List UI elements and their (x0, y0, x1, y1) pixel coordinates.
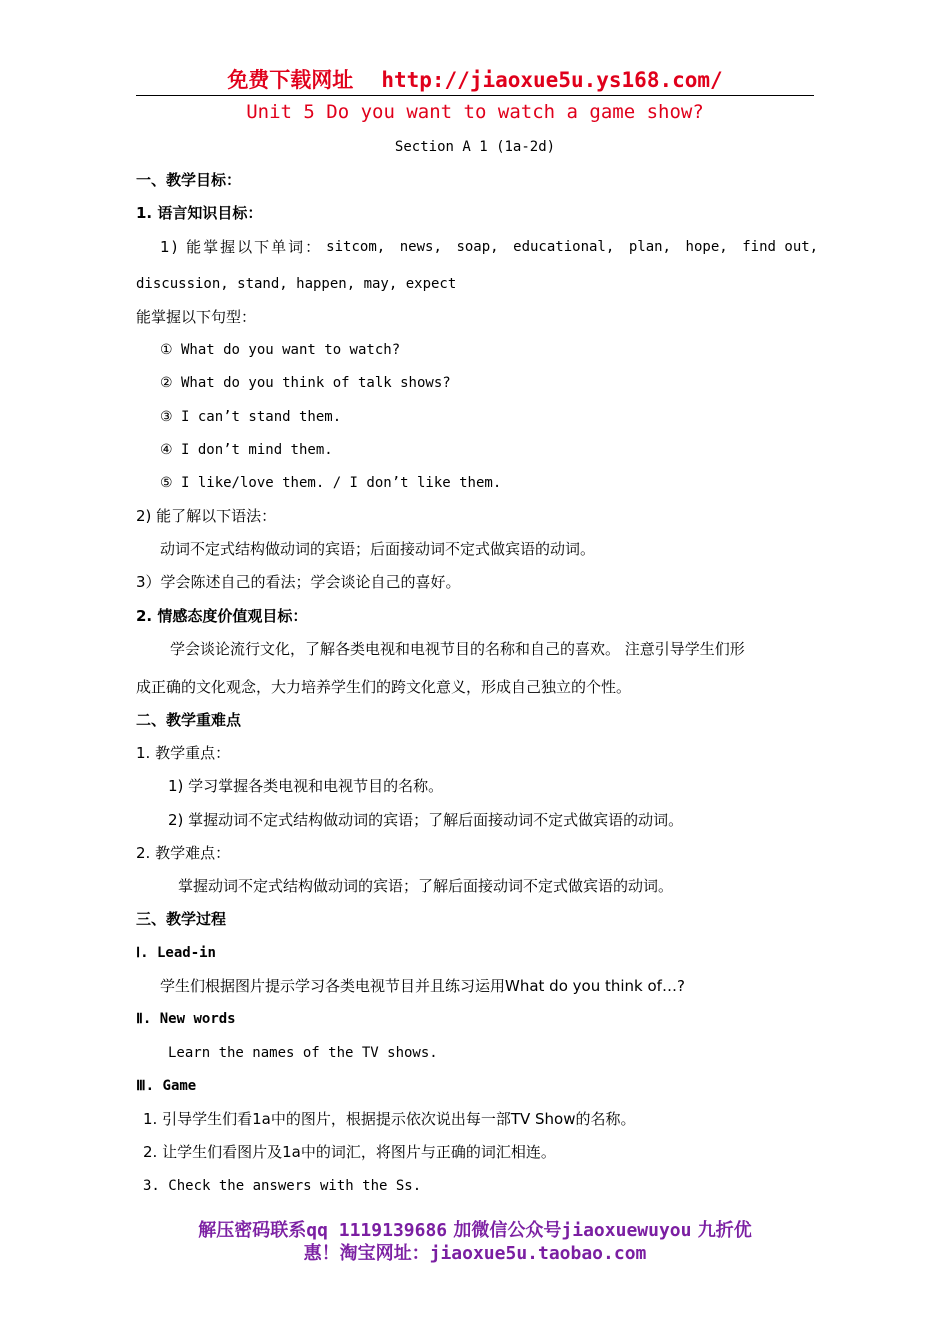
download-header (0, 66, 950, 94)
game-item: 3. Check the answers with the Ss. (143, 1178, 422, 1194)
key-point-item: 2) 掌握动词不定式结构做动词的宾语；了解后面接动词不定式做宾语的动词。 (168, 811, 684, 829)
section-heading-keypoints: 二、教学重难点 (136, 711, 242, 729)
footer-shop-label: 惠！淘宝网址： (303, 1243, 430, 1264)
footer-wechat-id: jiaoxuewuyou (561, 1220, 692, 1241)
footer-line-1 (0, 1219, 950, 1243)
key-point-item: 1) 学习掌握各类电视和电视节目的名称。 (168, 777, 444, 795)
goal-emotion-heading: 2. 情感态度价值观目标： (136, 607, 308, 625)
footer-shop-link[interactable]: jiaoxue5u.taobao.com (429, 1243, 647, 1264)
word: find out, (742, 239, 819, 255)
header-divider (136, 95, 814, 96)
game-item: 2. 让学生们看图片及1a中的词汇，将图片与正确的词汇相连。 (143, 1143, 556, 1161)
step-newwords-heading: Ⅱ. New words (136, 1011, 236, 1027)
word: plan, (628, 239, 671, 255)
download-label: 免费下载网址 (227, 68, 354, 92)
step-leadin-heading: Ⅰ. Lead-in (136, 945, 216, 961)
section-heading-goals: 一、教学目标： (136, 171, 242, 189)
footer-password-label: 解压密码联系 (198, 1220, 307, 1241)
step-leadin-text: 学生们根据图片提示学习各类电视节目并且练习运用What do you think of…? (160, 977, 685, 995)
grammar-text: 动词不定式结构做动词的宾语；后面接动词不定式做宾语的动词。 (160, 540, 596, 558)
word: educational, (513, 239, 615, 255)
words-line-2: discussion, stand, happen, may, expect (136, 276, 457, 292)
footer-qq: qq 1119139686 (306, 1220, 448, 1241)
section-subtitle: Section A 1 (1a-2d) (394, 139, 556, 155)
goal-item-3: 3）学会陈述自己的看法；学会谈论自己的喜好。 (136, 573, 461, 591)
word: news, (399, 239, 442, 255)
footer-line-2 (0, 1242, 950, 1266)
key-points-heading: 1. 教学重点： (136, 744, 231, 762)
sentence-item: ② What do you think of talk shows? (160, 375, 451, 391)
goal-emotion-line-2: 成正确的文化观念，大力培养学生们的跨文化意义，形成自己独立的个性。 (136, 678, 632, 696)
step-game-heading: Ⅲ. Game (136, 1078, 197, 1094)
words-prefix: 1) 能掌握以下单词： (160, 238, 323, 256)
download-url-link[interactable]: http://jiaoxue5u.ys168.com/ (381, 68, 723, 92)
word: hope, (685, 239, 728, 255)
goal-emotion-line-1: 学会谈论流行文化，了解各类电视和电视节目的名称和自己的喜欢。 注意引导学生们形 (170, 640, 745, 658)
sentence-item: ⑤ I like/love them. / I don’t like them. (160, 475, 502, 491)
section-heading-process: 三、教学过程 (136, 910, 227, 928)
goal-language-heading: 1. 语言知识目标： (136, 204, 263, 222)
unit-title: Unit 5 Do you want to watch a game show? (246, 101, 704, 123)
sentence-item: ④ I don’t mind them. (160, 442, 333, 458)
step-newwords-text: Learn the names of the TV shows. (168, 1045, 438, 1061)
word: soap, (456, 239, 499, 255)
grammar-heading: 2) 能了解以下语法： (136, 507, 277, 525)
sentences-heading: 能掌握以下句型： (136, 308, 257, 326)
footer-discount: 九折优 (691, 1220, 752, 1241)
sentence-item: ① What do you want to watch? (160, 342, 401, 358)
game-item: 1. 引导学生们看1a中的图片，根据提示依次说出每一部TV Show的名称。 (143, 1110, 636, 1128)
difficulty-text: 掌握动词不定式结构做动词的宾语；了解后面接动词不定式做宾语的动词。 (178, 877, 674, 895)
footer-wechat-label: 加微信公众号 (447, 1220, 562, 1241)
words-line-1 (160, 236, 818, 258)
word: sitcom, (326, 239, 386, 255)
sentence-item: ③ I can’t stand them. (160, 409, 342, 425)
difficulty-heading: 2. 教学难点： (136, 844, 231, 862)
